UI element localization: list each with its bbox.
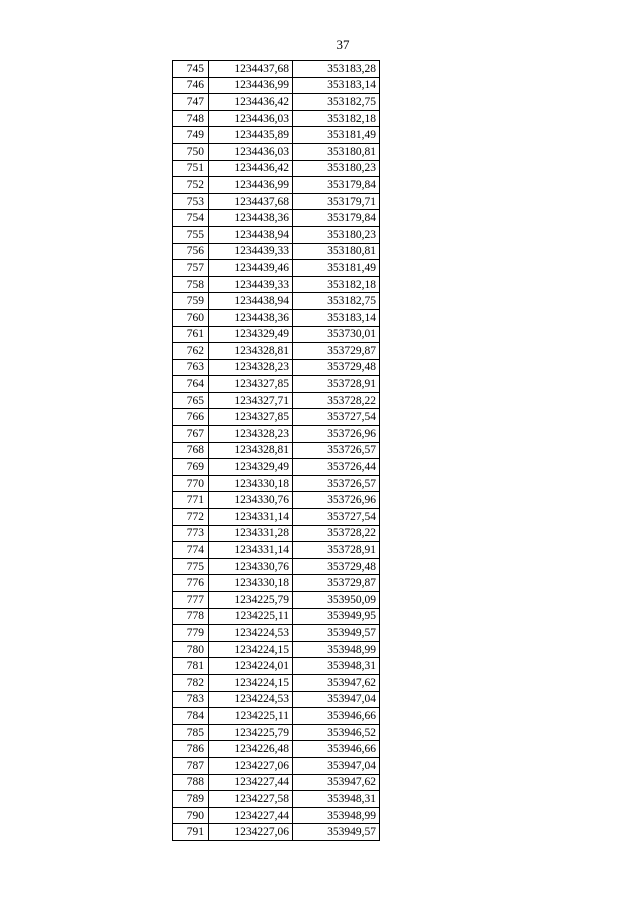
x-coordinate-cell: 1234436,99 xyxy=(209,177,293,194)
table-row xyxy=(173,343,380,360)
table-row xyxy=(173,774,380,791)
x-coordinate-cell: 1234329,49 xyxy=(209,326,293,343)
table-row xyxy=(173,127,380,144)
y-coordinate-cell: 353182,75 xyxy=(293,293,380,310)
table-row xyxy=(173,625,380,642)
table-row xyxy=(173,409,380,426)
table-row xyxy=(173,459,380,476)
y-coordinate-cell: 353181,49 xyxy=(293,127,380,144)
table-row xyxy=(173,293,380,310)
x-coordinate-cell: 1234227,44 xyxy=(209,774,293,791)
table-row xyxy=(173,426,380,443)
y-coordinate-cell: 353729,48 xyxy=(293,359,380,376)
point-number-cell: 779 xyxy=(173,625,209,642)
x-coordinate-cell: 1234328,23 xyxy=(209,359,293,376)
y-coordinate-cell: 353180,81 xyxy=(293,143,380,160)
table-row xyxy=(173,757,380,774)
point-number-cell: 788 xyxy=(173,774,209,791)
y-coordinate-cell: 353729,87 xyxy=(293,575,380,592)
y-coordinate-cell: 353182,18 xyxy=(293,276,380,293)
table-row xyxy=(173,542,380,559)
table-row xyxy=(173,824,380,841)
point-number-cell: 747 xyxy=(173,94,209,111)
table-row xyxy=(173,475,380,492)
table-row xyxy=(173,658,380,675)
x-coordinate-cell: 1234225,11 xyxy=(209,708,293,725)
point-number-cell: 777 xyxy=(173,592,209,609)
point-number-cell: 775 xyxy=(173,558,209,575)
table-row xyxy=(173,309,380,326)
table-row xyxy=(173,61,380,78)
y-coordinate-cell: 353946,66 xyxy=(293,708,380,725)
point-number-cell: 772 xyxy=(173,509,209,526)
table-row xyxy=(173,674,380,691)
point-number-cell: 787 xyxy=(173,757,209,774)
y-coordinate-cell: 353182,18 xyxy=(293,110,380,127)
table-row xyxy=(173,160,380,177)
y-coordinate-cell: 353728,22 xyxy=(293,392,380,409)
point-number-cell: 746 xyxy=(173,77,209,94)
point-number-cell: 781 xyxy=(173,658,209,675)
point-number-cell: 759 xyxy=(173,293,209,310)
point-number-cell: 780 xyxy=(173,641,209,658)
table-row xyxy=(173,608,380,625)
point-number-cell: 786 xyxy=(173,741,209,758)
y-coordinate-cell: 353728,91 xyxy=(293,376,380,393)
y-coordinate-cell: 353729,48 xyxy=(293,558,380,575)
table-row xyxy=(173,724,380,741)
table-row xyxy=(173,260,380,277)
y-coordinate-cell: 353949,57 xyxy=(293,625,380,642)
y-coordinate-cell: 353180,23 xyxy=(293,226,380,243)
table-row xyxy=(173,226,380,243)
table-row xyxy=(173,392,380,409)
y-coordinate-cell: 353730,01 xyxy=(293,326,380,343)
x-coordinate-cell: 1234327,71 xyxy=(209,392,293,409)
y-coordinate-cell: 353179,84 xyxy=(293,177,380,194)
table-row xyxy=(173,592,380,609)
x-coordinate-cell: 1234328,81 xyxy=(209,442,293,459)
y-coordinate-cell: 353183,28 xyxy=(293,61,380,78)
x-coordinate-cell: 1234224,53 xyxy=(209,691,293,708)
point-number-cell: 763 xyxy=(173,359,209,376)
y-coordinate-cell: 353726,96 xyxy=(293,492,380,509)
x-coordinate-cell: 1234227,58 xyxy=(209,791,293,808)
table-row xyxy=(173,193,380,210)
y-coordinate-cell: 353949,57 xyxy=(293,824,380,841)
y-coordinate-cell: 353950,09 xyxy=(293,592,380,609)
x-coordinate-cell: 1234438,94 xyxy=(209,293,293,310)
point-number-cell: 773 xyxy=(173,525,209,542)
x-coordinate-cell: 1234436,42 xyxy=(209,94,293,111)
point-number-cell: 758 xyxy=(173,276,209,293)
point-number-cell: 771 xyxy=(173,492,209,509)
table-row xyxy=(173,143,380,160)
point-number-cell: 765 xyxy=(173,392,209,409)
table-row xyxy=(173,376,380,393)
y-coordinate-cell: 353728,91 xyxy=(293,542,380,559)
table-row xyxy=(173,708,380,725)
y-coordinate-cell: 353948,99 xyxy=(293,641,380,658)
x-coordinate-cell: 1234439,33 xyxy=(209,276,293,293)
point-number-cell: 778 xyxy=(173,608,209,625)
point-number-cell: 769 xyxy=(173,459,209,476)
y-coordinate-cell: 353726,96 xyxy=(293,426,380,443)
point-number-cell: 789 xyxy=(173,791,209,808)
x-coordinate-cell: 1234437,68 xyxy=(209,193,293,210)
x-coordinate-cell: 1234327,85 xyxy=(209,376,293,393)
x-coordinate-cell: 1234327,85 xyxy=(209,409,293,426)
table-row xyxy=(173,691,380,708)
y-coordinate-cell: 353947,62 xyxy=(293,674,380,691)
y-coordinate-cell: 353179,71 xyxy=(293,193,380,210)
table-row xyxy=(173,741,380,758)
y-coordinate-cell: 353179,84 xyxy=(293,210,380,227)
x-coordinate-cell: 1234226,48 xyxy=(209,741,293,758)
x-coordinate-cell: 1234438,36 xyxy=(209,309,293,326)
y-coordinate-cell: 353180,81 xyxy=(293,243,380,260)
point-number-cell: 760 xyxy=(173,309,209,326)
y-coordinate-cell: 353726,57 xyxy=(293,475,380,492)
table-row xyxy=(173,177,380,194)
point-number-cell: 750 xyxy=(173,143,209,160)
point-number-cell: 748 xyxy=(173,110,209,127)
point-number-cell: 790 xyxy=(173,807,209,824)
table-row xyxy=(173,243,380,260)
x-coordinate-cell: 1234330,18 xyxy=(209,475,293,492)
point-number-cell: 751 xyxy=(173,160,209,177)
table-row xyxy=(173,359,380,376)
x-coordinate-cell: 1234439,33 xyxy=(209,243,293,260)
x-coordinate-cell: 1234436,42 xyxy=(209,160,293,177)
y-coordinate-cell: 353947,04 xyxy=(293,691,380,708)
y-coordinate-cell: 353181,49 xyxy=(293,260,380,277)
x-coordinate-cell: 1234331,28 xyxy=(209,525,293,542)
y-coordinate-cell: 353726,44 xyxy=(293,459,380,476)
point-number-cell: 776 xyxy=(173,575,209,592)
y-coordinate-cell: 353183,14 xyxy=(293,77,380,94)
table-row xyxy=(173,110,380,127)
x-coordinate-cell: 1234330,76 xyxy=(209,492,293,509)
y-coordinate-cell: 353947,62 xyxy=(293,774,380,791)
x-coordinate-cell: 1234224,53 xyxy=(209,625,293,642)
y-coordinate-cell: 353948,99 xyxy=(293,807,380,824)
y-coordinate-cell: 353947,04 xyxy=(293,757,380,774)
point-number-cell: 757 xyxy=(173,260,209,277)
table-row xyxy=(173,94,380,111)
x-coordinate-cell: 1234225,79 xyxy=(209,592,293,609)
y-coordinate-cell: 353948,31 xyxy=(293,791,380,808)
point-number-cell: 755 xyxy=(173,226,209,243)
point-number-cell: 784 xyxy=(173,708,209,725)
table-row xyxy=(173,326,380,343)
table-row xyxy=(173,791,380,808)
table-row xyxy=(173,807,380,824)
coordinates-table-body xyxy=(173,61,380,841)
table-row xyxy=(173,575,380,592)
table-row xyxy=(173,509,380,526)
point-number-cell: 756 xyxy=(173,243,209,260)
x-coordinate-cell: 1234227,06 xyxy=(209,824,293,841)
x-coordinate-cell: 1234328,81 xyxy=(209,343,293,360)
table-row xyxy=(173,641,380,658)
y-coordinate-cell: 353949,95 xyxy=(293,608,380,625)
point-number-cell: 761 xyxy=(173,326,209,343)
x-coordinate-cell: 1234331,14 xyxy=(209,542,293,559)
x-coordinate-cell: 1234225,79 xyxy=(209,724,293,741)
point-number-cell: 749 xyxy=(173,127,209,144)
point-number-cell: 753 xyxy=(173,193,209,210)
x-coordinate-cell: 1234227,06 xyxy=(209,757,293,774)
x-coordinate-cell: 1234331,14 xyxy=(209,509,293,526)
x-coordinate-cell: 1234224,15 xyxy=(209,674,293,691)
table-row xyxy=(173,276,380,293)
y-coordinate-cell: 353727,54 xyxy=(293,509,380,526)
y-coordinate-cell: 353946,52 xyxy=(293,724,380,741)
table-row xyxy=(173,77,380,94)
table-row xyxy=(173,492,380,509)
point-number-cell: 770 xyxy=(173,475,209,492)
x-coordinate-cell: 1234436,03 xyxy=(209,143,293,160)
x-coordinate-cell: 1234227,44 xyxy=(209,807,293,824)
y-coordinate-cell: 353948,31 xyxy=(293,658,380,675)
x-coordinate-cell: 1234439,46 xyxy=(209,260,293,277)
page-number: 37 xyxy=(336,37,350,52)
point-number-cell: 782 xyxy=(173,674,209,691)
x-coordinate-cell: 1234438,94 xyxy=(209,226,293,243)
y-coordinate-cell: 353182,75 xyxy=(293,94,380,111)
x-coordinate-cell: 1234438,36 xyxy=(209,210,293,227)
x-coordinate-cell: 1234435,89 xyxy=(209,127,293,144)
x-coordinate-cell: 1234225,11 xyxy=(209,608,293,625)
table-row xyxy=(173,558,380,575)
y-coordinate-cell: 353727,54 xyxy=(293,409,380,426)
x-coordinate-cell: 1234224,15 xyxy=(209,641,293,658)
point-number-cell: 754 xyxy=(173,210,209,227)
x-coordinate-cell: 1234437,68 xyxy=(209,61,293,78)
point-number-cell: 767 xyxy=(173,426,209,443)
x-coordinate-cell: 1234436,03 xyxy=(209,110,293,127)
point-number-cell: 752 xyxy=(173,177,209,194)
x-coordinate-cell: 1234224,01 xyxy=(209,658,293,675)
coordinates-table xyxy=(172,60,380,841)
x-coordinate-cell: 1234330,18 xyxy=(209,575,293,592)
y-coordinate-cell: 353183,14 xyxy=(293,309,380,326)
y-coordinate-cell: 353180,23 xyxy=(293,160,380,177)
table-row xyxy=(173,525,380,542)
point-number-cell: 774 xyxy=(173,542,209,559)
x-coordinate-cell: 1234328,23 xyxy=(209,426,293,443)
y-coordinate-cell: 353946,66 xyxy=(293,741,380,758)
point-number-cell: 762 xyxy=(173,343,209,360)
point-number-cell: 783 xyxy=(173,691,209,708)
point-number-cell: 785 xyxy=(173,724,209,741)
table-row xyxy=(173,442,380,459)
y-coordinate-cell: 353726,57 xyxy=(293,442,380,459)
point-number-cell: 766 xyxy=(173,409,209,426)
point-number-cell: 768 xyxy=(173,442,209,459)
point-number-cell: 745 xyxy=(173,61,209,78)
table-row xyxy=(173,210,380,227)
y-coordinate-cell: 353728,22 xyxy=(293,525,380,542)
x-coordinate-cell: 1234329,49 xyxy=(209,459,293,476)
x-coordinate-cell: 1234436,99 xyxy=(209,77,293,94)
point-number-cell: 791 xyxy=(173,824,209,841)
x-coordinate-cell: 1234330,76 xyxy=(209,558,293,575)
y-coordinate-cell: 353729,87 xyxy=(293,343,380,360)
point-number-cell: 764 xyxy=(173,376,209,393)
